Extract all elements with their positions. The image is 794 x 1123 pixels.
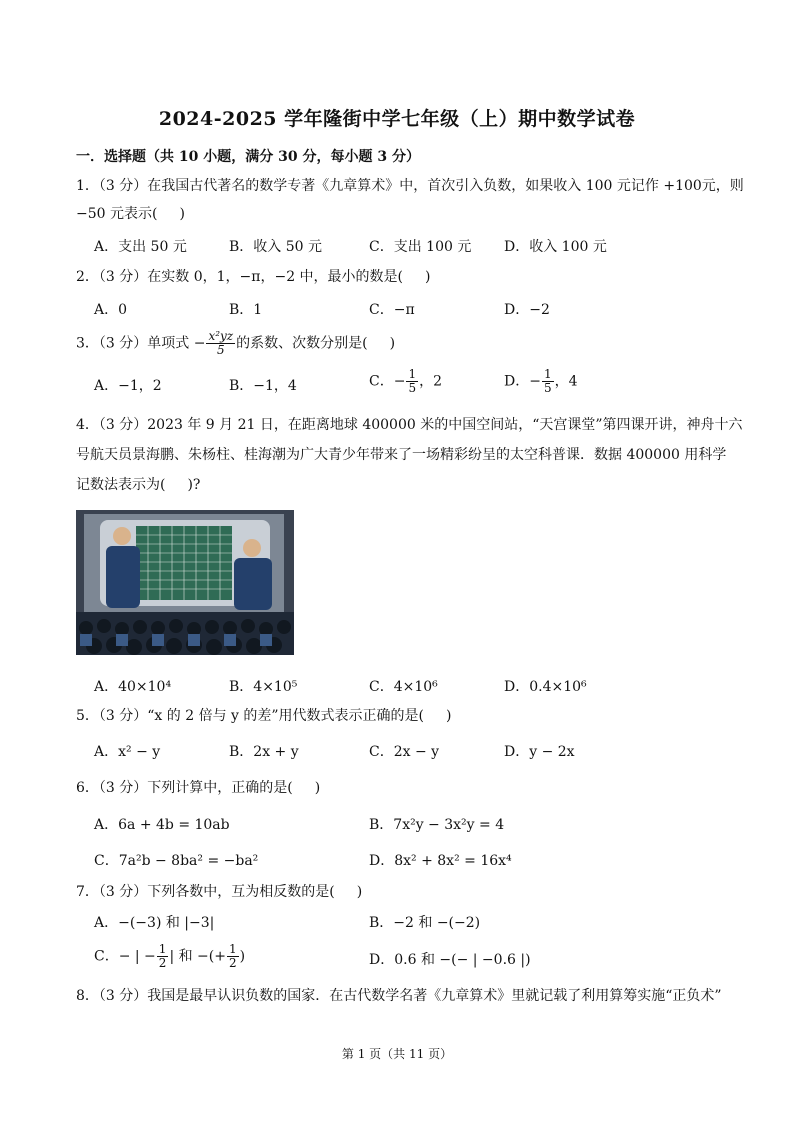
q4-option-c: C．4×10⁶	[369, 679, 438, 695]
fraction-one-half	[157, 943, 169, 970]
question-3-close: )	[389, 335, 396, 352]
q4-option-a: A．40×10⁴	[94, 679, 172, 695]
q7-option-d: D．0.6 和 −(− | −0.6 |)	[369, 952, 531, 968]
q7-option-c	[94, 943, 245, 970]
page-footer: 第 1 页（共 11 页）	[341, 1047, 453, 1061]
question-2-close: )	[425, 269, 431, 285]
q3-option-b: B．−1，4	[229, 378, 297, 394]
q5-option-c: C．2x − y	[369, 744, 440, 760]
fraction-denominator: 5	[408, 381, 417, 395]
question-7-close: )	[356, 884, 363, 900]
fraction-numerator: 1	[228, 942, 237, 956]
question-6-text: 6．（3 分）下列计算中，正确的是(	[76, 780, 293, 796]
section-heading: 一．选择题（共 10 小题，满分 30 分，每小题 3 分）	[76, 149, 420, 165]
fraction-denominator: 5	[543, 381, 552, 395]
q5-option-b: B．2x + y	[229, 744, 299, 760]
q2-option-b: B．1	[229, 302, 263, 318]
fraction-numerator: 1	[158, 942, 167, 956]
question-8-line: 8．（3 分）我国是最早认识负数的国家．在古代数学名著《九章算术》里就记载了利用算筹实施“正负术”	[76, 988, 722, 1004]
fraction-denominator: 5	[216, 343, 225, 357]
question-4-text: 记数法表示为(	[76, 477, 166, 493]
question-1-close: )	[179, 206, 185, 222]
question-6-line	[76, 779, 320, 797]
question-5-line	[76, 707, 451, 725]
question-6-close: )	[314, 780, 321, 796]
question-4-line-3	[76, 476, 200, 494]
question-4-close: )?	[187, 477, 201, 493]
q4-option-b: B．4×10⁵	[229, 679, 298, 695]
question-3-text-2: 的系数、次数分别是(	[236, 335, 368, 352]
question-7-text: 7．（3 分）下列各数中，互为相反数的是(	[76, 884, 335, 900]
q1-option-b: B．收入 50 元	[229, 239, 323, 255]
q6-option-a: A．6a + 4b = 10ab	[94, 817, 230, 833]
q7-option-a: A．−(−3) 和 |−3|	[94, 915, 215, 931]
question-4-line-1: 4．（3 分）2023 年 9 月 21 日，在距离地球 400000 米的中国空间站，“天宫课堂”第四课开讲，神舟十六	[76, 417, 743, 433]
q6-option-b: B．7x²y − 3x²y = 4	[369, 817, 505, 833]
monomial-fraction	[206, 330, 235, 357]
question-2-text: 2．（3 分）在实数 0，1，−π，−2 中，最小的数是(	[76, 269, 404, 285]
fraction-numerator: x²yz	[208, 329, 234, 343]
space-station-photo	[76, 510, 294, 655]
q3-option-c	[369, 368, 442, 395]
fraction-one-fifth	[406, 368, 418, 395]
q5-option-d: D．y − 2x	[504, 744, 575, 760]
question-5-text: 5．（3 分）“x 的 2 倍与 y 的差”用代数式表示正确的是(	[76, 708, 425, 724]
q6-option-c: C．7a²b − 8ba² = −ba²	[94, 853, 259, 869]
q6-option-d: D．8x² + 8x² = 16x⁴	[369, 853, 512, 869]
q3-option-a: A．−1，2	[94, 378, 162, 394]
q7-option-c-label: C．− | −	[94, 948, 156, 965]
q3-option-d	[504, 368, 578, 395]
q4-option-d: D．0.4×10⁶	[504, 679, 587, 695]
q1-option-a: A．支出 50 元	[94, 239, 187, 255]
q2-option-a: A．0	[94, 302, 128, 318]
q2-option-c: C．−π	[369, 302, 415, 318]
question-1-line-1: 1．（3 分）在我国古代著名的数学专著《九章算术》中，首次引入负数，如果收入 100 元记作 +100元，则	[76, 178, 744, 194]
page-title: 2024-2025 学年隆街中学七年级（上）期中数学试卷	[158, 108, 636, 130]
question-1-line-2	[76, 205, 185, 223]
q3-option-d-label: D．−	[504, 373, 541, 390]
q3-option-c-value: ，2	[419, 373, 443, 390]
question-5-close: )	[446, 708, 452, 724]
question-1-text: −50 元表示(	[76, 206, 158, 222]
q7-option-c-end: )	[239, 948, 246, 965]
photo-illustration	[76, 510, 294, 655]
q1-option-d: D．收入 100 元	[504, 239, 607, 255]
fraction-numerator: 1	[408, 367, 417, 381]
fraction-numerator: 1	[543, 367, 552, 381]
q2-option-d: D．−2	[504, 302, 550, 318]
q3-option-d-value: ，4	[554, 373, 578, 390]
question-7-line	[76, 883, 362, 901]
q7-option-b: B．−2 和 −(−2)	[369, 915, 481, 931]
q7-option-c-middle: | 和 −(+	[169, 948, 226, 965]
question-3-line	[76, 330, 395, 357]
question-3-text: 3．（3 分）单项式 −	[76, 335, 206, 352]
fraction-one-fifth	[542, 368, 554, 395]
fraction-denominator: 2	[158, 956, 167, 970]
fraction-denominator: 2	[228, 956, 237, 970]
q3-option-c-label: C．−	[369, 373, 406, 390]
question-2-line	[76, 268, 430, 286]
q5-option-a: A．x² − y	[94, 744, 161, 760]
fraction-one-half	[227, 943, 239, 970]
q1-option-c: C．支出 100 元	[369, 239, 472, 255]
question-4-line-2: 号航天员景海鹏、朱杨柱、桂海潮为广大青少年带来了一场精彩纷呈的太空科普课．数据 400000 用科学	[76, 447, 727, 463]
